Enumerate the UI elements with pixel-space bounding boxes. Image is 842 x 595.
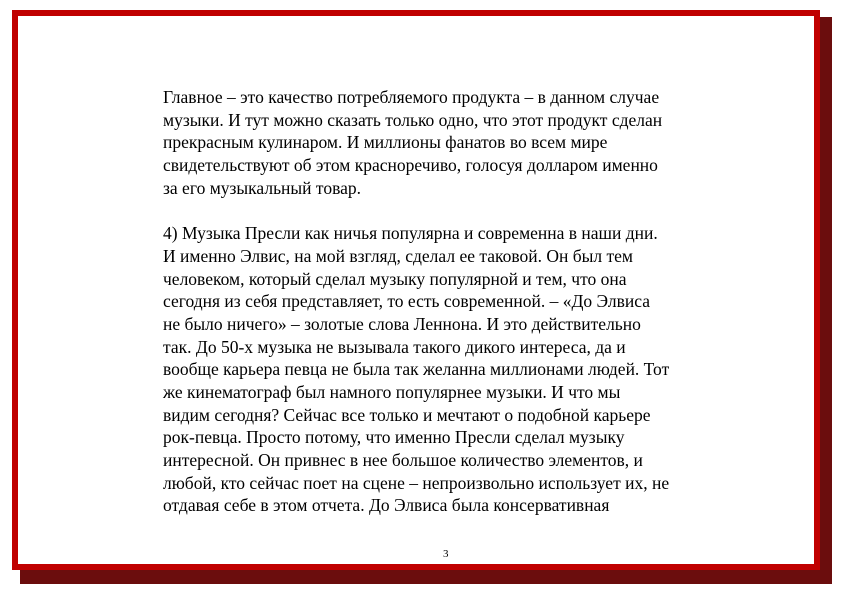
text-line: вообще карьера певца не была так желанна миллионами людей. Тот (163, 359, 670, 380)
text-line: свидетельствуют об этом красноречиво, голосуя долларом именно (163, 155, 658, 176)
text-line: И именно Элвис, на мой взгляд, сделал ее таковой. Он был тем (163, 245, 633, 266)
text-line: любой, кто сейчас поет на сцене – непроизвольно использует их, не (163, 472, 670, 493)
text-line: отдавая себе в этом отчета. До Элвиса была консервативная (163, 495, 610, 516)
text-line: прекрасным кулинаром. И миллионы фанатов во всем мире (163, 132, 608, 153)
text-line: так. До 50-х музыка не вызывала такого дикого интереса, да и (163, 336, 626, 357)
text-line: не было ничего» – золотые слова Леннона. И это действительно (163, 313, 641, 334)
paragraph-1 (163, 86, 763, 199)
text-line: видим сегодня? Сейчас все только и мечтают о подобной карьере (163, 404, 651, 425)
text-line: интересной. Он привнес в нее большое количество элементов, и (163, 450, 643, 470)
paragraph-2 (163, 222, 763, 517)
text-line: 4) Музыка Пресли как ничья популярна и современна в наши дни. (163, 223, 658, 244)
text-line: сегодня из себя представляет, то есть современной. – «До Элвиса (163, 291, 650, 312)
paragraph-gap (163, 199, 763, 222)
text-line: Главное – это качество потребляемого продукта – в данном случае (163, 87, 660, 107)
text-line: музыки. И тут можно сказать только одно, что этот продукт сделан (163, 109, 663, 130)
text-line: же кинематограф был намного популярнее музыки. И что мы (163, 381, 621, 402)
text-line: за его музыкальный товар. (163, 177, 362, 198)
text-line: человеком, который сделал музыку популярной и тем, что она (163, 268, 627, 289)
page-number: 3 (443, 548, 449, 560)
text-line: рок-певца. Просто потому, что именно Пресли сделал музыку (163, 427, 625, 448)
body-text (163, 86, 763, 517)
